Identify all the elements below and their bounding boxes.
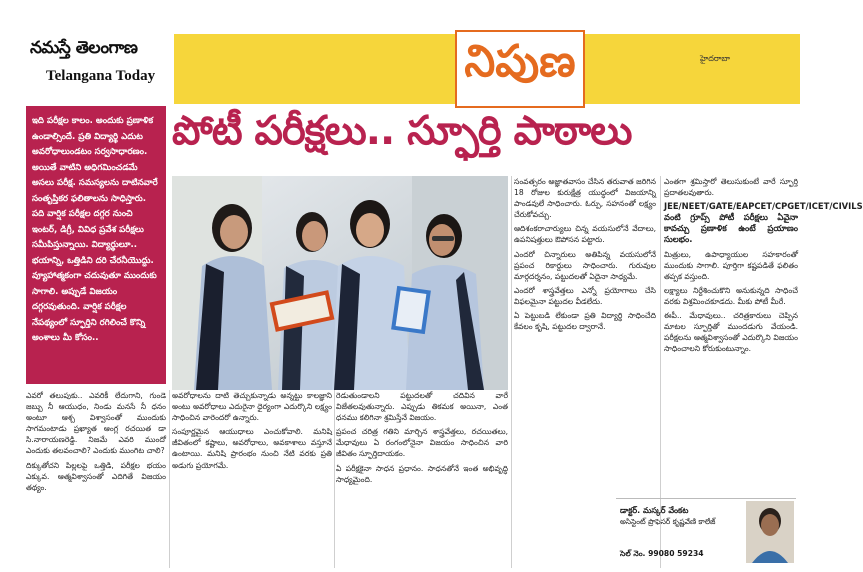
- paragraph: లక్ష్యాలు నిర్దేశించుకొని అనుకున్నది సాధించే వరకు విశ్రమించకూడదు. మీకు పోటీ మీరే.: [664, 285, 798, 306]
- intro-text: ఇది పరీక్షల కాలం. అందుకు ప్రణాళిక ఉండాల్సిందే. ప్రతి విద్యార్థి ఎదుట అవరోధాలుండటం సర్వసాధారణం. అయితే వాటిని అధిగమించడమే అసలు పరీక్ష. సమస్యలను దాటినవారే సంతృప్తికర ఫలితాలను సాధిస్తారు. పది వార్షిక పరీక్షల దగ్గర నుంచి ఇంటర్, డిగ్రీ, వివిధ ప్రవేశ పరీక్షలు సమీపిస్తున్నాయి. విద్యార్థులూ.. భయాన్ని, ఒత్తిడిని దరి చేరనీయొద్దు. వ్యూహాత్మకంగా చదువుతూ ముందుకు సాగాలి. అప్పుడే విజయం దగ్గరవుతుంది. వార్షిక పరీక్షల నేపథ్యంలో స్ఫూర్తిని రగిలించే కొన్ని అంశాలు మీ కోసం..: [32, 116, 158, 343]
- paragraph: సంపూర్ణమైన ఆయుధాలు ఎంచుకోవాలి. మనిషి జీవితంలో కష్టాలు, అవరోధాలు, అవకాశాలు వస్తూనే ఉంటాయి. మనిషి ప్రారంభం నుంచి నేటి వరకు ప్రతి అడుగు ప్రయోగమే.: [172, 427, 332, 470]
- students-photo-illustration: [172, 176, 508, 390]
- exam-list: JEE/NEET/GATE/EAPCET/CPGET/ICET/CIVILS వంటి గ్రూప్స్ పోటీ పరీక్షలు ఏవైనా కావచ్చు ప్రణాళిక ఉంటే ప్రయాణం సులభం.: [664, 201, 863, 245]
- paragraph: ఏ పరీక్షకైనా సాధన ప్రధానం. సాధనతోనే ఇంత అభివృద్ధి సాధ్యమైంది.: [336, 463, 508, 484]
- author-photo-illustration: [746, 501, 794, 563]
- top-margin: [0, 0, 800, 26]
- author-name: డాక్టర్. మస్కర్ వేంకట: [620, 506, 689, 515]
- paragraph: ఎందరో శాస్త్రవేత్తలు ఎన్నో ప్రయోగాలు చేసి విఫలమైనా పట్టుదల వీడలేదు.: [514, 285, 656, 306]
- paragraph: రెడుతుండాలని పట్టుదలతో చదివిన వారే విజేతలవుతున్నారు. ఎప్పుడు తికమక అయినా, ఎంత ధనము కలిగినా శ్రమిస్తేనే విజయం.: [336, 391, 508, 423]
- author-photo: [746, 501, 794, 563]
- column-rule: [334, 390, 335, 568]
- masthead: [24, 32, 174, 96]
- paragraph: ప్రపంచ చరిత్ర గతిని మార్చిన శాస్త్రవేత్తలు, రచయితలు, మేధావులు ఏ రంగంలోనైనా విజయం సాధించిన వారి జీవితం స్ఫూర్తిదాయకం.: [336, 427, 508, 459]
- section-title: నిపుణ: [464, 36, 576, 87]
- paragraph: మిత్రులు, ఉపాధ్యాయుల సహకారంతో ముందుకు సాగాలి. పూర్తిగా కష్టపడితే ఫలితం తప్పక వస్తుంది.: [664, 249, 798, 281]
- section-title-box: [455, 30, 585, 108]
- article-column-3: [336, 390, 508, 570]
- paragraph: ఈపీ.. మేధావులు.. చరిత్రకారులు చెప్పిన మాటల స్ఫూర్తితో ముందడుగు వేయండి. పరీక్షలను ఆత్మవిశ్వాసంతో ఎదుర్కొని విజయం సాధించాలని కోరుకుంటున్నాం.: [664, 311, 798, 354]
- paragraph: ఎవరో తలుపుకు.. ఎవరికీ లేదుగాని, గుండె జబ్బు నీ ఆయుధం, నిండు మనసే నీ ధనం అంటూ ఆశ్చ విశ్వాసంతో ముందుకు సాగమంటాడు ప్రఖ్యాత ఆంగ్ల రచయిత డా సి.నారాయణరెడ్డి. నిజమే ఎవరి ముందో ఎందుకు తలవంచాలి? ఎందుకు ముంగిట చాలి?: [26, 391, 166, 456]
- masthead-english: Telangana Today: [46, 68, 156, 84]
- masthead-telugu: నమస్తే తెలంగాణ: [30, 38, 138, 58]
- column-rule: [169, 390, 170, 568]
- students-photo: [172, 176, 508, 390]
- paragraph: ఎందరో చిన్నారులు అతిపిన్న వయసులోనే ప్రపంచ రికార్డులు సాధించారు. గురువుల మార్గదర్శనం, పట్టుదలతో ఏదైనా సాధ్యమే.: [514, 249, 656, 281]
- paragraph: సంవత్సరం అజ్ఞాతవాసం చేసిన తరువాత జరిగిన 18 రోజుల కురుక్షేత్ర యుద్ధంలో విజయాన్ని పాండవులే సాధించారు. ఓర్పు, సహనంతో లక్ష్యం చేరుకోవచ్చు.: [514, 177, 656, 220]
- article-column-5: [664, 176, 863, 516]
- paragraph: ఎంతగా శ్రమిస్తారో తెలుసుకుంటే వారే స్ఫూర్తి ప్రదాతలవుతారు.: [664, 177, 798, 198]
- article-headline: పోటీ పరీక్షలు.. స్ఫూర్తి పాఠాలు: [172, 108, 632, 154]
- author-phone: సెల్ నెం. 99080 59234: [620, 549, 704, 558]
- author-box: [616, 498, 796, 564]
- column-rule: [511, 176, 512, 568]
- article-column-2: [172, 390, 332, 570]
- paragraph: దిక్కుతోచని పిల్లలపై ఒత్తిడి, పరీక్షల భయం ఎక్కువ. ఆత్మవిశ్వాసంతో ఎదిగితే విజయం తథ్యం.: [26, 460, 166, 492]
- author-role: అసిస్టెంట్ ప్రొఫెసర్ కృష్ణవేణి కాలేజ్: [620, 517, 716, 526]
- article-column-1: [26, 390, 166, 570]
- paragraph: ఆదిశంకరాచార్యులు చిన్న వయసులోనే వేదాలు, ఉపనిషత్తులు ఔపోసన పట్టారు.: [514, 224, 656, 245]
- dateline: హైదరాబా: [700, 54, 730, 63]
- intro-box: [26, 106, 166, 384]
- paragraph: అవరోధాలను దాటి తెచ్చుకున్నాడు అన్నట్టు కాలజ్ఞాని అంటు అవరోధాలు ఎదురైనా ధైర్యంగా ఎదుర్కొని లక్ష్యం సాధించిన వారెందరో ఉన్నారు.: [172, 391, 332, 423]
- paragraph: ఏ పెట్టుబడి లేకుండా ప్రతి విద్యార్థి సాధించేది కేవలం కృషి, పట్టుదల ద్వారానే.: [514, 311, 656, 332]
